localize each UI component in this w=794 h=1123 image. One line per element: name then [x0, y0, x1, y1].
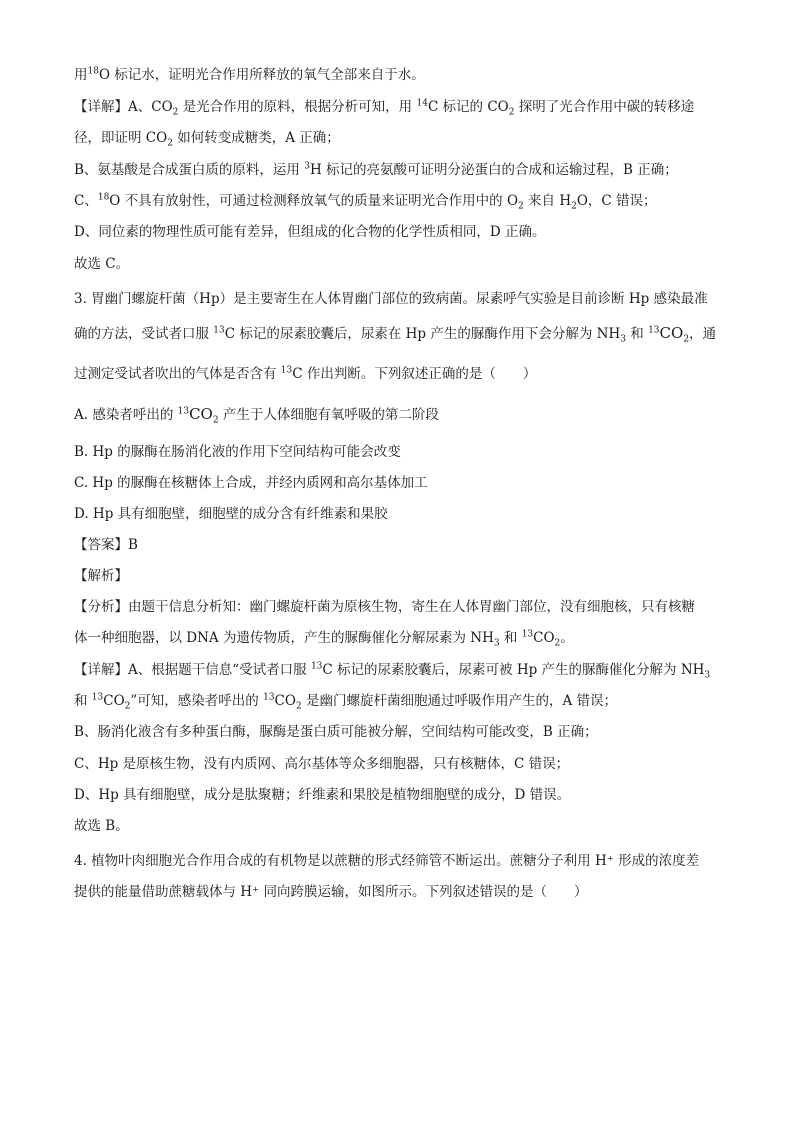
- text: H 标记的亮氨酸可证明分泌蛋白的合成和运输过程，B 正确；: [309, 162, 678, 178]
- text: 来自 H: [523, 193, 572, 209]
- text: 过测定受试者吹出的气体是否含有: [74, 366, 281, 382]
- text-line: [74, 755, 569, 773]
- text: CO: [274, 693, 296, 709]
- text: C、Hp 是原核生物，没有内质网、高尔基体等众多细胞器，只有核糖体，C 错误；: [74, 756, 570, 772]
- subscript: 3: [493, 638, 500, 649]
- text: C、: [74, 193, 98, 209]
- text: 【详解】A、CO: [74, 99, 173, 115]
- text: 【分析】由题干信息分析知：幽门螺旋杆菌为原核生物，寄生在人体胃幽门部位，没有细胞核，只有核糖: [74, 599, 695, 615]
- text: 用: [74, 67, 88, 83]
- text: 和: [74, 693, 92, 709]
- option-a: [74, 405, 439, 424]
- subscript: 2: [508, 107, 515, 118]
- option-d: [74, 505, 388, 523]
- superscript: 13: [310, 661, 323, 672]
- text-line: [74, 661, 710, 679]
- subscript: 2: [124, 701, 131, 712]
- text: 径，即证明 CO: [74, 130, 168, 146]
- text: 体一种细胞器，以 DNA 为遗传物质，产生的脲酶催化分解尿素为 NH: [74, 630, 494, 646]
- question-3-stem: [74, 324, 716, 343]
- text-line: [74, 129, 340, 147]
- text: 【解析】: [74, 568, 128, 584]
- text-line: [74, 723, 598, 741]
- option-b: [74, 443, 401, 461]
- superscript: 18: [97, 192, 110, 203]
- text-line: [74, 692, 617, 710]
- superscript: 13: [521, 629, 534, 640]
- text-line: [74, 598, 695, 616]
- text: CO: [103, 693, 125, 709]
- text: A. 感染者呼出的: [74, 407, 178, 423]
- superscript: 13: [280, 365, 293, 376]
- text: C 标记的 CO: [427, 99, 509, 115]
- text: D、Hp 具有细胞壁，成分是肽聚糖；纤维素和果胶是植物细胞壁的成分，D 错误。: [74, 787, 571, 803]
- text: C 标记的尿素胶囊后，尿素在 Hp 产生的脲酶作用下会分解为 NH: [224, 326, 621, 342]
- text: C. Hp 的脲酶在核糖体上合成，并经内质网和高尔基体加工: [74, 475, 428, 491]
- subscript: 2: [518, 201, 524, 212]
- text-line: [74, 161, 678, 179]
- text-line: [74, 629, 574, 647]
- text: CO: [659, 324, 684, 342]
- text: O，C 错误；: [576, 193, 657, 209]
- superscript: 13: [91, 692, 104, 703]
- text: 如何转变成糖类，A 正确；: [172, 130, 340, 146]
- text-line: [74, 786, 570, 804]
- text: 故选 B。: [74, 818, 129, 834]
- superscript: 14: [416, 98, 428, 109]
- text: 确的方法，受试者口服: [74, 326, 214, 342]
- text: O 标记水，证明光合作用所释放的氧气全部来自于水。: [98, 67, 425, 83]
- text: 探明了光合作用中碳的转移途: [514, 99, 695, 115]
- question-3-stem: [74, 290, 708, 308]
- superscript: 3: [304, 161, 310, 172]
- subscript: 2: [571, 201, 577, 212]
- text: 。: [560, 630, 574, 646]
- text: 【详解】A、根据题干信息“受试者口服: [74, 662, 311, 678]
- text: 是光合作用的原料，根据分析可知，用: [178, 99, 417, 115]
- text: D. Hp 具有细胞壁，细胞壁的成分含有纤维素和果胶: [74, 506, 388, 522]
- text: B、氨基酸是合成蛋白质的原料，运用: [74, 162, 305, 178]
- question-4-stem: [74, 852, 699, 870]
- superscript: 13: [213, 325, 225, 336]
- analysis-label: [74, 567, 128, 585]
- subscript: 2: [212, 415, 219, 426]
- text-line: [74, 223, 545, 241]
- text: C 作出判断。下列叙述正确的是（ ）: [292, 366, 537, 382]
- text: 是幽门螺旋杆菌细胞通过呼吸作用产生的，A 错误；: [301, 693, 618, 709]
- text: D、同位素的物理性质可能有差异，但组成的化合物的化学性质相同，D 正确。: [74, 224, 546, 240]
- text: ，通: [689, 326, 717, 342]
- option-c: [74, 474, 428, 492]
- text: ”可知，感染者呼出的: [130, 693, 264, 709]
- text: 产生于人体细胞有氧呼吸的第二阶段: [218, 407, 439, 423]
- text: 3. 胃幽门螺旋杆菌（Hp）是主要寄生在人体胃幽门部位的致病菌。尿素呼气实验是目前诊断 Hp 感染最准: [74, 291, 708, 307]
- text: 和: [625, 326, 649, 342]
- subscript: 3: [704, 670, 711, 681]
- subscript: 2: [295, 701, 302, 712]
- text: 【答案】B: [74, 537, 138, 553]
- text-line: [74, 255, 129, 273]
- answer-label: [74, 536, 138, 554]
- subscript: 2: [167, 138, 173, 149]
- text-line: [74, 98, 694, 116]
- superscript: 18: [87, 66, 99, 77]
- subscript: 3: [620, 334, 626, 345]
- subscript: 2: [683, 334, 690, 345]
- question-4-stem: [74, 883, 587, 901]
- text-line: [74, 817, 129, 835]
- superscript: 13: [263, 692, 275, 703]
- text: C 标记的尿素胶囊后，尿素可被 Hp 产生的脲酶催化分解为 NH: [322, 662, 705, 678]
- text-line: [74, 192, 657, 210]
- text: 提供的能量借助蔗糖载体与 H⁺ 同向跨膜运输，如图所示。下列叙述错误的是（ ）: [74, 884, 588, 900]
- question-3-stem: [74, 365, 536, 383]
- text-line: [74, 66, 425, 84]
- text: CO: [533, 630, 555, 646]
- text: O 不具有放射性，可通过检测释放氧气的质量来证明光合作用中的 O: [109, 193, 519, 209]
- text: 4. 植物叶肉细胞光合作用合成的有机物是以蔗糖的形式经筛管不断运出。蔗糖分子利用 H⁺ 形成的浓度差: [74, 853, 700, 869]
- text: 和: [499, 630, 522, 646]
- text: CO: [189, 405, 213, 423]
- text: 故选 C。: [74, 256, 130, 272]
- superscript: 13: [177, 406, 190, 417]
- subscript: 2: [172, 107, 179, 118]
- superscript: 13: [648, 325, 660, 336]
- text: B. Hp 的脲酶在肠消化液的作用下空间结构可能会改变: [74, 444, 401, 460]
- subscript: 2: [554, 638, 561, 649]
- text: B、肠消化液含有多种蛋白酶，脲酶是蛋白质可能被分解，空间结构可能改变，B 正确；: [74, 724, 598, 740]
